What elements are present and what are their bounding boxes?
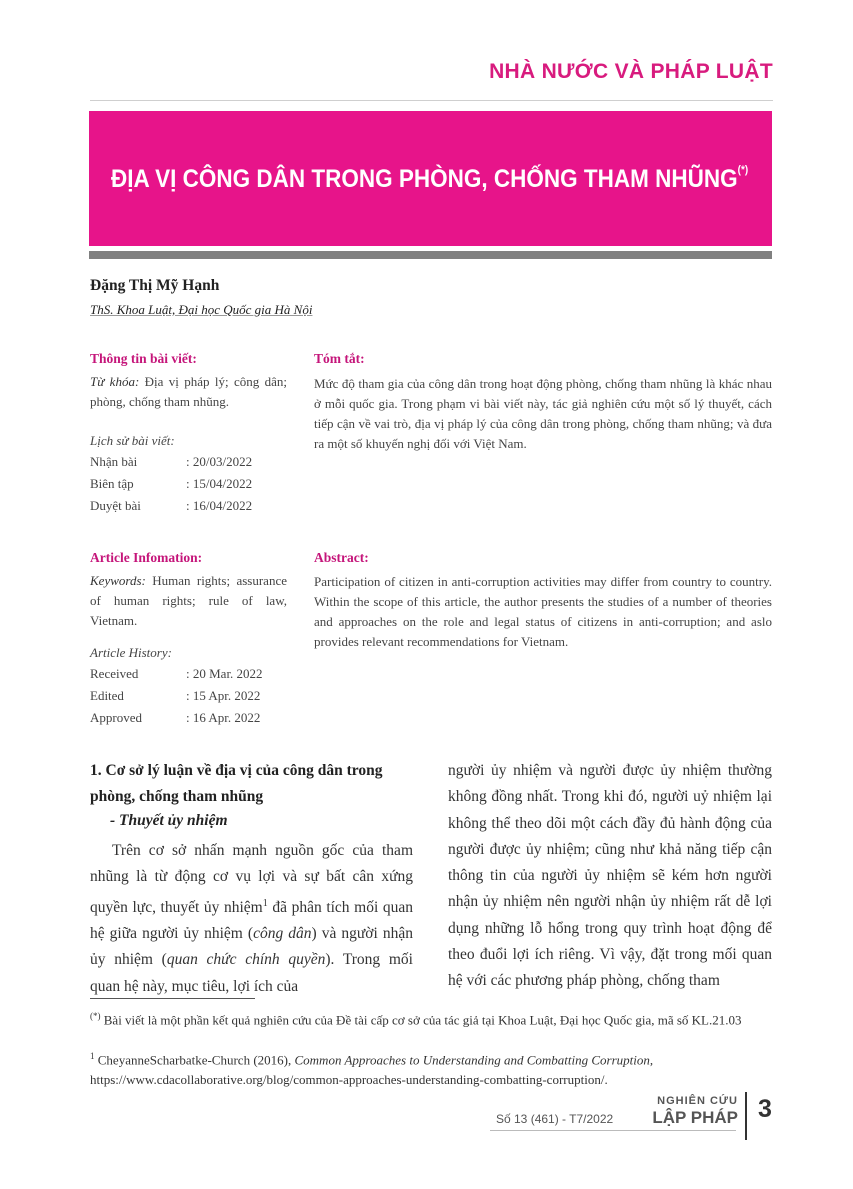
keywords-vi: Từ khóa: Địa vị pháp lý; công dân; phòng, chống tham nhũng. [90,374,288,409]
page-number: 3 [758,1095,772,1123]
abstract-heading-en: Abstract: [314,550,369,565]
title-footnote-mark: (*) [737,164,749,176]
article-info-heading-en: Article Infomation: [90,550,203,565]
keywords-en: Keywords: Human rights; assurance of human rights; rule of law, Vietnam. [90,573,287,628]
article-info-heading-vi: Thông tin bài viết: [90,351,197,366]
journal-logo: NGHIÊN CỨU LẬP PHÁP [652,1095,738,1127]
summary-text-vi: Mức độ tham gia của công dân trong hoạt động phòng, chống tham nhũng là khác nhau ở mỗi quốc gia. Trong phạm vi bài viết này, tác giả nghiên cứu một số lý thuyết, cách tiếp cận về vai trò, địa vị pháp lý của công dân trong phòng, chống tham nhũng; và đưa ra một số khuyến nghị đối với Việt Nam. [314,376,772,451]
subheading: - Thuyết ủy nhiệm [110,812,228,829]
footnote-1: (*) Bài viết là một phần kết quả nghiên cứu của Đề tài cấp cơ sở của tác giả tại Khoa Luật, Đại học Quốc gia, mã số KL.21.03 [90,1011,742,1028]
article-title: ĐỊA VỊ CÔNG DÂN TRONG PHÒNG, CHỐNG THAM NHŨNG(*) [111,164,749,193]
body-paragraph-left: Trên cơ sở nhấn mạnh nguồn gốc của tham nhũng là từ động cơ vụ lợi và sự bất cân xứng quyền lực, thuyết ủy nhiệm$^1$ đã phân tích mối quan hệ giữa người ủy nhiệm (công dân) và người nhận ủy nhiệm (quan chức chính quyền). Trong mối quan hệ này, mục tiêu, lợi ích của [90,842,414,995]
history-title-vi: Lịch sử bài viết: [90,433,175,448]
author-name: Đặng Thị Mỹ Hạnh [90,277,220,294]
history-row: Approved : 16 Apr. 2022 [90,710,261,725]
history-row: Received : 20 Mar. 2022 [90,666,263,681]
footer-divider [745,1092,747,1140]
history-row: Biên tập : 15/04/2022 [90,476,253,491]
history-row: Edited : 15 Apr. 2022 [90,688,261,703]
footnote-ref: 1 [262,897,268,909]
issue-number: Số 13 (461) - T7/2022 [496,1112,614,1126]
abstract-text-en: Participation of citizen in anti-corruption activities may differ from country to country. Within the scope of this article, the author presents the studies of a number of theories and approaches on the role and legal status of citizens in anti-corruption; and aslo provides relevant recommendations for Vietnam. [314,574,772,649]
history-row: Duyệt bài : 16/04/2022 [90,498,253,513]
author-affiliation: ThS. Khoa Luật, Đại học Quốc gia Hà Nội [90,302,313,317]
footer-rule [490,1130,736,1131]
article-info-vi [90,372,287,517]
summary-heading-vi: Tóm tắt: [314,351,365,366]
footnote-rule [90,998,255,999]
title-band [89,111,772,246]
body-paragraph-right: người ủy nhiệm và người được ủy nhiệm thường không đồng nhất. Trong khi đó, người uỷ nhiệm lại không thể theo dõi một cách đầy đủ hành động của người được ủy nhiệm; cũng như khả năng tiếp cận thông tin của người ủy nhiệm sẽ kém hơn người nhận ủy nhiệm nên người nhận ủy nhiệm rất dễ lợi dụng những lỗ hổng trong quy trình hoạt động để theo đuổi lợi ích riêng. Vì vậy, đặt trong mối quan hệ với các phương pháp phòng, chống tham [448,762,772,990]
journal-section-label: NHÀ NƯỚC VÀ PHÁP LUẬT [489,60,773,83]
history-title-en: Article History: [90,645,172,660]
header-rule [90,100,773,101]
article-info-en [90,571,287,729]
section-heading: 1. Cơ sở lý luận về địa vị của công dân trong phòng, chống tham nhũng [90,762,383,805]
history-row: Nhận bài : 20/03/2022 [90,454,253,469]
title-underbar [89,251,772,259]
footnote-2: $^1$ CheyanneScharbatke-Church (2016), Common Approaches to Understanding and Combatting Corruption, https://www.cdacollaborative.org/blog/common-approaches-understanding-combatting-corruption/. [90,1051,654,1088]
